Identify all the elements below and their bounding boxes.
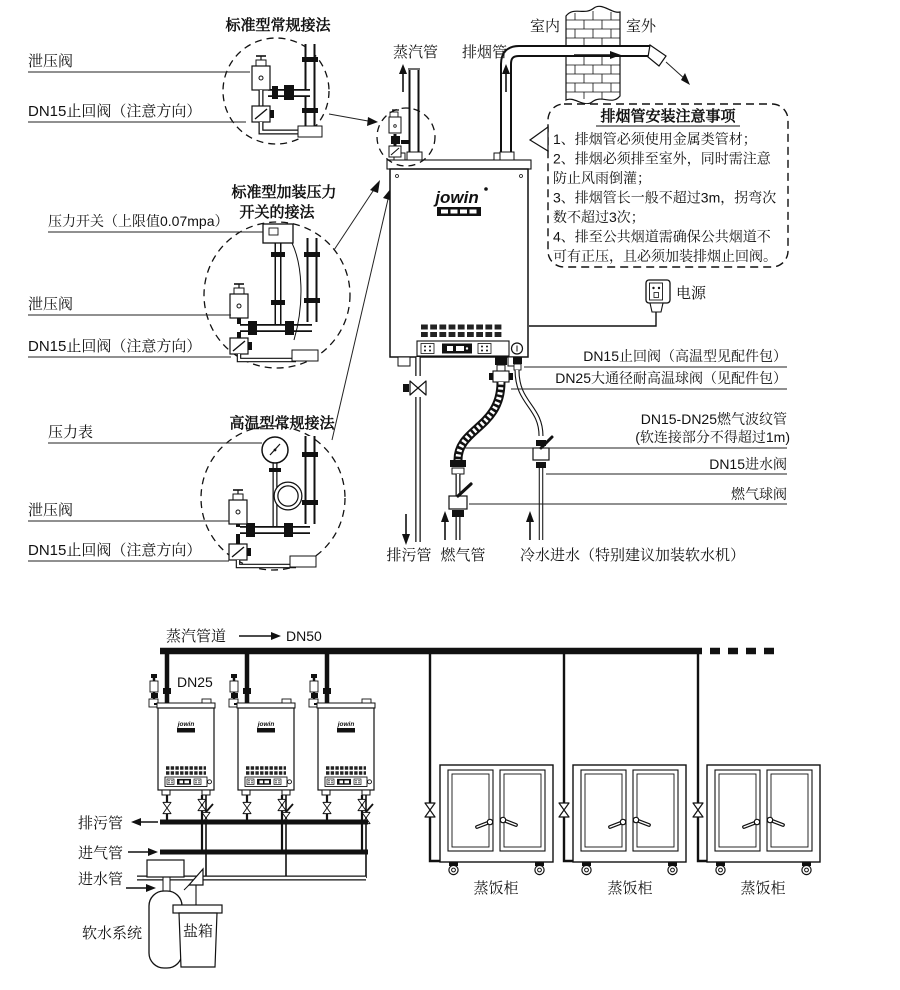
notes-line6: 4、排至公共烟道需确保公共烟道不: [553, 228, 771, 245]
gas-port-label: 燃气管: [440, 547, 486, 564]
magnified-area-circle: [377, 108, 435, 166]
detail3-relief-label: 泄压阀: [28, 502, 74, 519]
steam-pipe-label: 蒸汽管: [393, 44, 439, 61]
riser-valve-assemblies: [149, 674, 327, 707]
cold-water-label: 冷水进水（特别建议加装软水机）: [520, 547, 746, 564]
gas-hose-label-2: (软连接部分不得超过1m): [635, 429, 790, 445]
notes-line7: 可有正压，且必须加装排烟止回阀。: [553, 248, 777, 264]
notes-line4: 3、排烟管长一般不超过3m，拐弯次: [553, 189, 777, 206]
salt-box-label: 盐箱: [182, 923, 214, 940]
notes-line2: 2、排烟必须排至室外，同时需注意: [553, 150, 771, 167]
flue-notes-box: [530, 104, 788, 267]
system-drain-label: 排污管: [78, 815, 124, 832]
flue-outlet-tip: [648, 45, 666, 66]
notes-line5: 数不超过3次；: [553, 209, 645, 225]
outdoor-label: 室外: [626, 18, 657, 35]
power-label: 电源: [676, 285, 707, 302]
detail3-check-label: DN15止回阀（注意方向）: [28, 542, 202, 559]
flue-pipe-label: 排烟管: [462, 44, 508, 61]
arrow-to-machine: [370, 180, 380, 193]
steam-cabinet-2: [573, 765, 686, 875]
power-cord: [529, 312, 656, 326]
detail2-title-line1: 标准型加装压力: [231, 184, 337, 201]
mini-boiler-3: [317, 699, 375, 795]
mini-boiler-2: [237, 699, 295, 795]
mini-brand-logo: jowin: [337, 721, 355, 728]
check-valve-icon: [230, 338, 252, 354]
gas-hose-label-1: DN15-DN25燃气波纹管: [640, 411, 787, 427]
manifolds: [78, 815, 368, 892]
detail1-title: 标准型常规接法: [225, 17, 331, 34]
relief-valve-icon: [229, 490, 247, 524]
cabinet-label: 蒸饭柜: [473, 880, 519, 897]
softener-label: 软水系统: [81, 925, 143, 942]
mini-brand-logo: jowin: [177, 721, 195, 728]
notes-title: 排烟管安装注意事项: [600, 108, 736, 125]
steam-generator-unit: [387, 153, 531, 366]
softener-head: [147, 860, 184, 877]
cabinet-label: 蒸饭柜: [740, 880, 786, 897]
water-valve-label: DN15进水阀: [709, 456, 787, 472]
gas-ball-valve-icon: [449, 496, 467, 509]
notes-tail: [530, 127, 548, 151]
drain-pipe: [402, 357, 426, 545]
mini-boiler-1: [157, 699, 215, 795]
cabinet-label: 蒸饭柜: [607, 880, 653, 897]
gas-in-label: 进气管: [78, 845, 124, 862]
detail2-title-line2: 开关的接法: [239, 204, 315, 221]
indoor-label: 室内: [529, 18, 560, 35]
main-size-label: DN50: [286, 628, 322, 644]
unit-bottom-stubs: [163, 795, 373, 878]
mini-brand-logo: jowin: [257, 721, 275, 728]
check-valve-icon: [252, 106, 274, 122]
relief-valve-icon: [230, 284, 248, 318]
plug-icon: [650, 303, 663, 312]
machine-top-valve-assembly: [377, 108, 514, 166]
detail-pressure-switch-connection: [28, 180, 380, 368]
steam-cabinet-3: [707, 765, 820, 875]
detail2-switch-label: 压力开关（上限值0.07mpa）: [48, 213, 229, 229]
notes-line1: 1、排烟管必须使用金属类管材；: [553, 131, 757, 147]
arrow-to-machine: [367, 117, 378, 126]
detail3-gauge-label: 压力表: [48, 424, 94, 441]
detail2-relief-label: 泄压阀: [28, 296, 74, 313]
check-valve-icon: [229, 544, 251, 560]
detail2-check-label: DN15止回阀（注意方向）: [28, 338, 202, 355]
steam-line-label: 蒸汽管道: [166, 628, 227, 645]
brand-logo: jowin: [435, 188, 479, 207]
gas-ball-valve-label: 燃气球阀: [731, 486, 787, 502]
drain-port-label: 排污管: [386, 547, 432, 564]
detail1-check-label: DN15止回阀（注意方向）: [28, 103, 202, 120]
softener-tank: [149, 891, 182, 968]
steam-pipe: [399, 64, 420, 162]
check-valve-label: DN15止回阀（高温型见配件包）: [583, 348, 787, 364]
notes-line3: 防止风雨倒灌；: [553, 170, 651, 186]
salt-box-body: [179, 913, 217, 967]
fitting-labels: [464, 348, 790, 504]
branch-size-label: DN25: [177, 674, 213, 690]
detail3-title: 高温型常规接法: [229, 415, 335, 432]
steam-main-line: [160, 627, 774, 708]
water-in-label: 进水管: [78, 871, 124, 888]
power-outlet: [529, 280, 670, 326]
flue-direction-arrow: [681, 73, 690, 85]
relief-valve-icon: [252, 56, 270, 90]
detail1-relief-label: 泄压阀: [28, 53, 74, 70]
ball-valve-label: DN25大通径耐高温球阀（见配件包）: [555, 370, 787, 386]
steam-cabinet-1: [440, 765, 553, 875]
water-inlet-valve-icon: [533, 448, 549, 460]
detail-standard-connection: [28, 16, 378, 144]
